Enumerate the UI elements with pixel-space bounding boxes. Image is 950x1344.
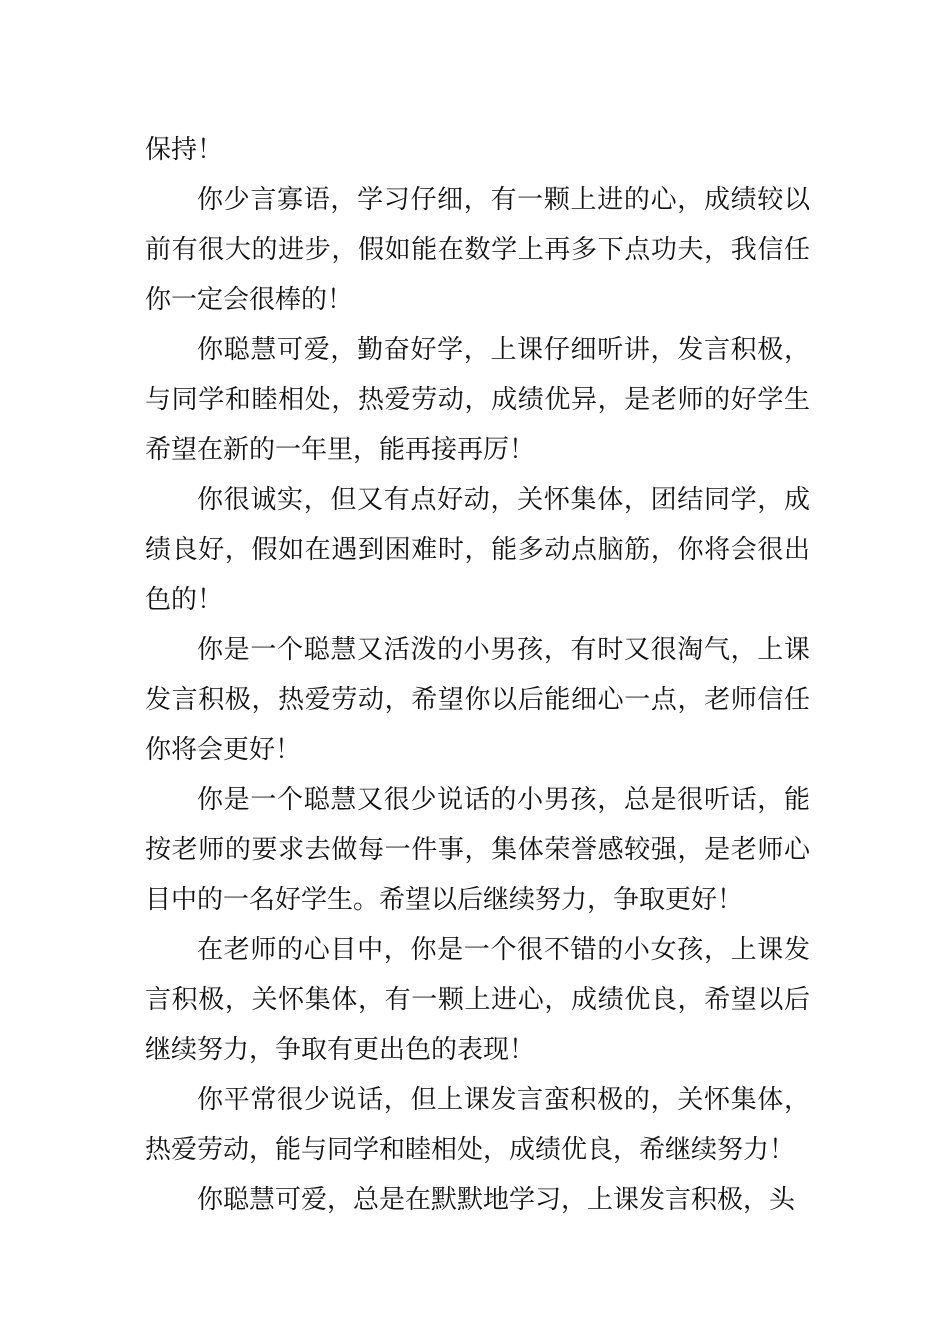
paragraph: 你是一个聪慧又很少说话的小男孩，总是很听话，能按老师的要求去做每一件事，集体荣誉感较强，是老师心目中的一名好学生。希望以后继续努力，争取更好！ bbox=[145, 785, 810, 915]
paragraph: 你平常很少说话，但上课发言蛮积极的，关怀集体，热爱劳动，能与同学和睦相处，成绩优良，希继续努力！ bbox=[145, 1085, 810, 1165]
paragraph: 你聪慧可爱，勤奋好学，上课仔细听讲，发言积极，与同学和睦相处，热爱劳动，成绩优异，是老师的好学生希望在新的一年里，能再接再厉！ bbox=[145, 335, 810, 465]
document-body bbox=[145, 125, 810, 1225]
paragraph: 你是一个聪慧又活泼的小男孩，有时又很淘气，上课发言积极，热爱劳动，希望你以后能细心一点，老师信任你将会更好！ bbox=[145, 635, 810, 765]
paragraph-continuation: 保持！ bbox=[145, 135, 224, 165]
paragraph: 在老师的心目中，你是一个很不错的小女孩，上课发言积极，关怀集体，有一颗上进心，成绩优良，希望以后继续努力，争取有更出色的表现！ bbox=[145, 935, 810, 1065]
paragraph: 你很诚实，但又有点好动，关怀集体，团结同学，成绩良好，假如在遇到困难时，能多动点脑筋，你将会很出色的！ bbox=[145, 485, 810, 615]
paragraph: 你少言寡语，学习仔细，有一颗上进的心，成绩较以前有很大的进步，假如能在数学上再多下点功夫，我信任你一定会很棒的！ bbox=[145, 185, 810, 315]
paragraph: 你聪慧可爱，总是在默默地学习，上课发言积极，头 bbox=[197, 1185, 796, 1215]
